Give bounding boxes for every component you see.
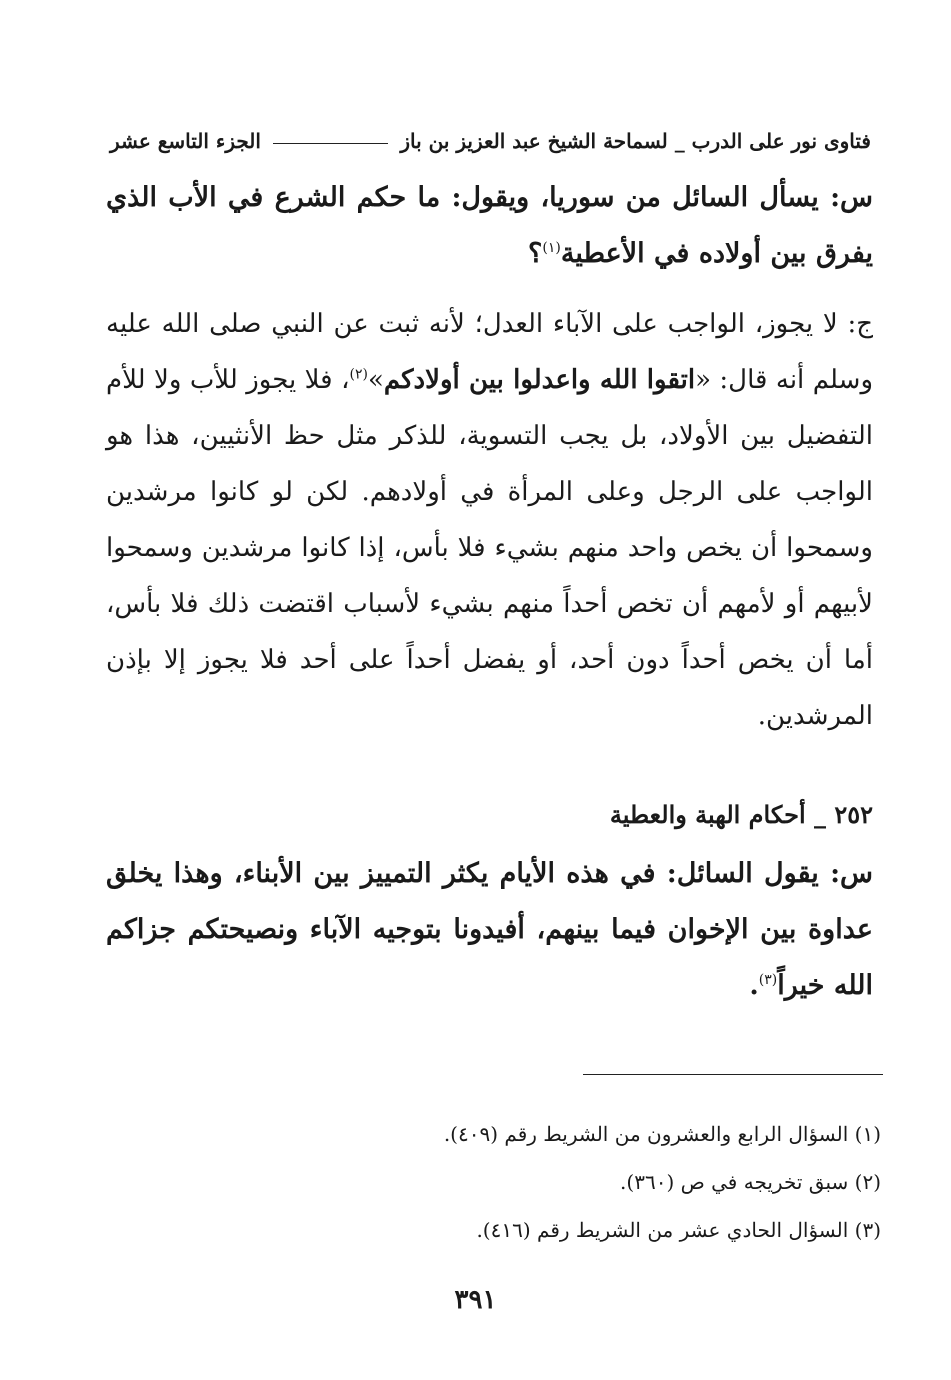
- footnote-1: (١) السؤال الرابع والعشرون من الشريط رقم (٤٠٩).: [443, 1122, 881, 1146]
- section-heading: ٢٥٢ _ أحكام الهبة والعطية: [609, 800, 873, 829]
- question-2-end: .: [749, 970, 759, 1001]
- volume-part: الجزء التاسع عشر: [110, 129, 261, 153]
- footnote-3: (٣) السؤال الحادي عشر من الشريط رقم (٤١٦).: [476, 1218, 881, 1242]
- footnote-ref-1: (١): [542, 240, 561, 256]
- question-1-end: ؟: [528, 238, 543, 269]
- answer-1: [106, 296, 873, 744]
- footnotes: [106, 1110, 881, 1254]
- quote-close: »: [367, 365, 384, 395]
- question-2-text: س: يقول السائل: في هذه الأيام يكثر التمييز بين الأبناء، وهذا يخلق عداوة بين الإخوان فيما بينهم، أفيدونا بتوجيه الآباء ونصيحتكم جزاكم الله خيراً: [106, 858, 873, 1001]
- header-rule: [273, 143, 388, 144]
- hadith-quote: اتقوا الله واعدلوا بين أولادكم: [383, 365, 696, 395]
- question-1-text: س: يسأل السائل من سوريا، ويقول: ما حكم الشرع في الأب الذي يفرق بين أولاده في الأعطية: [106, 182, 873, 269]
- question-1: [106, 170, 873, 282]
- footnote-ref-3: (٣): [758, 972, 778, 988]
- answer-1-intro: ج: لا يجوز، الواجب على الآباء العدل؛ لأنه ثبت عن النبي صلى الله عليه وسلم أنه قال: «: [106, 309, 873, 395]
- footnote-2: (٢) سبق تخريجه في ص (٣٦٠).: [620, 1170, 881, 1194]
- question-2: [106, 846, 873, 1014]
- running-header: [110, 124, 871, 158]
- answer-1-body: ، فلا يجوز للأب ولا للأم التفضيل بين الأولاد، بل يجب التسوية، للذكر مثل حظ الأنثيين، هذا هو الواجب على الرجل وعلى المرأة في أولادهم. لكن لو كانوا مرشدين وسمحوا أن يخص واحد منهم بشيء فلا بأس، إذا كانوا مرشدين وسمحوا لأبيهم أو لأمهم أن تخص أحداً منهم بشيء لأسباب اقتضت ذلك فلا بأس، أما أن يخص أحداً دون أحد، أو يفضل أحداً على أحد فلا يجوز إلا بإذن المرشدين.: [106, 365, 873, 731]
- book-title: فتاوى نور على الدرب _ لسماحة الشيخ عبد العزيز بن باز: [400, 129, 871, 153]
- footnote-separator: [583, 1074, 883, 1075]
- page-number: ٣٩١: [454, 1285, 497, 1315]
- footnote-ref-2: (٢): [349, 366, 368, 383]
